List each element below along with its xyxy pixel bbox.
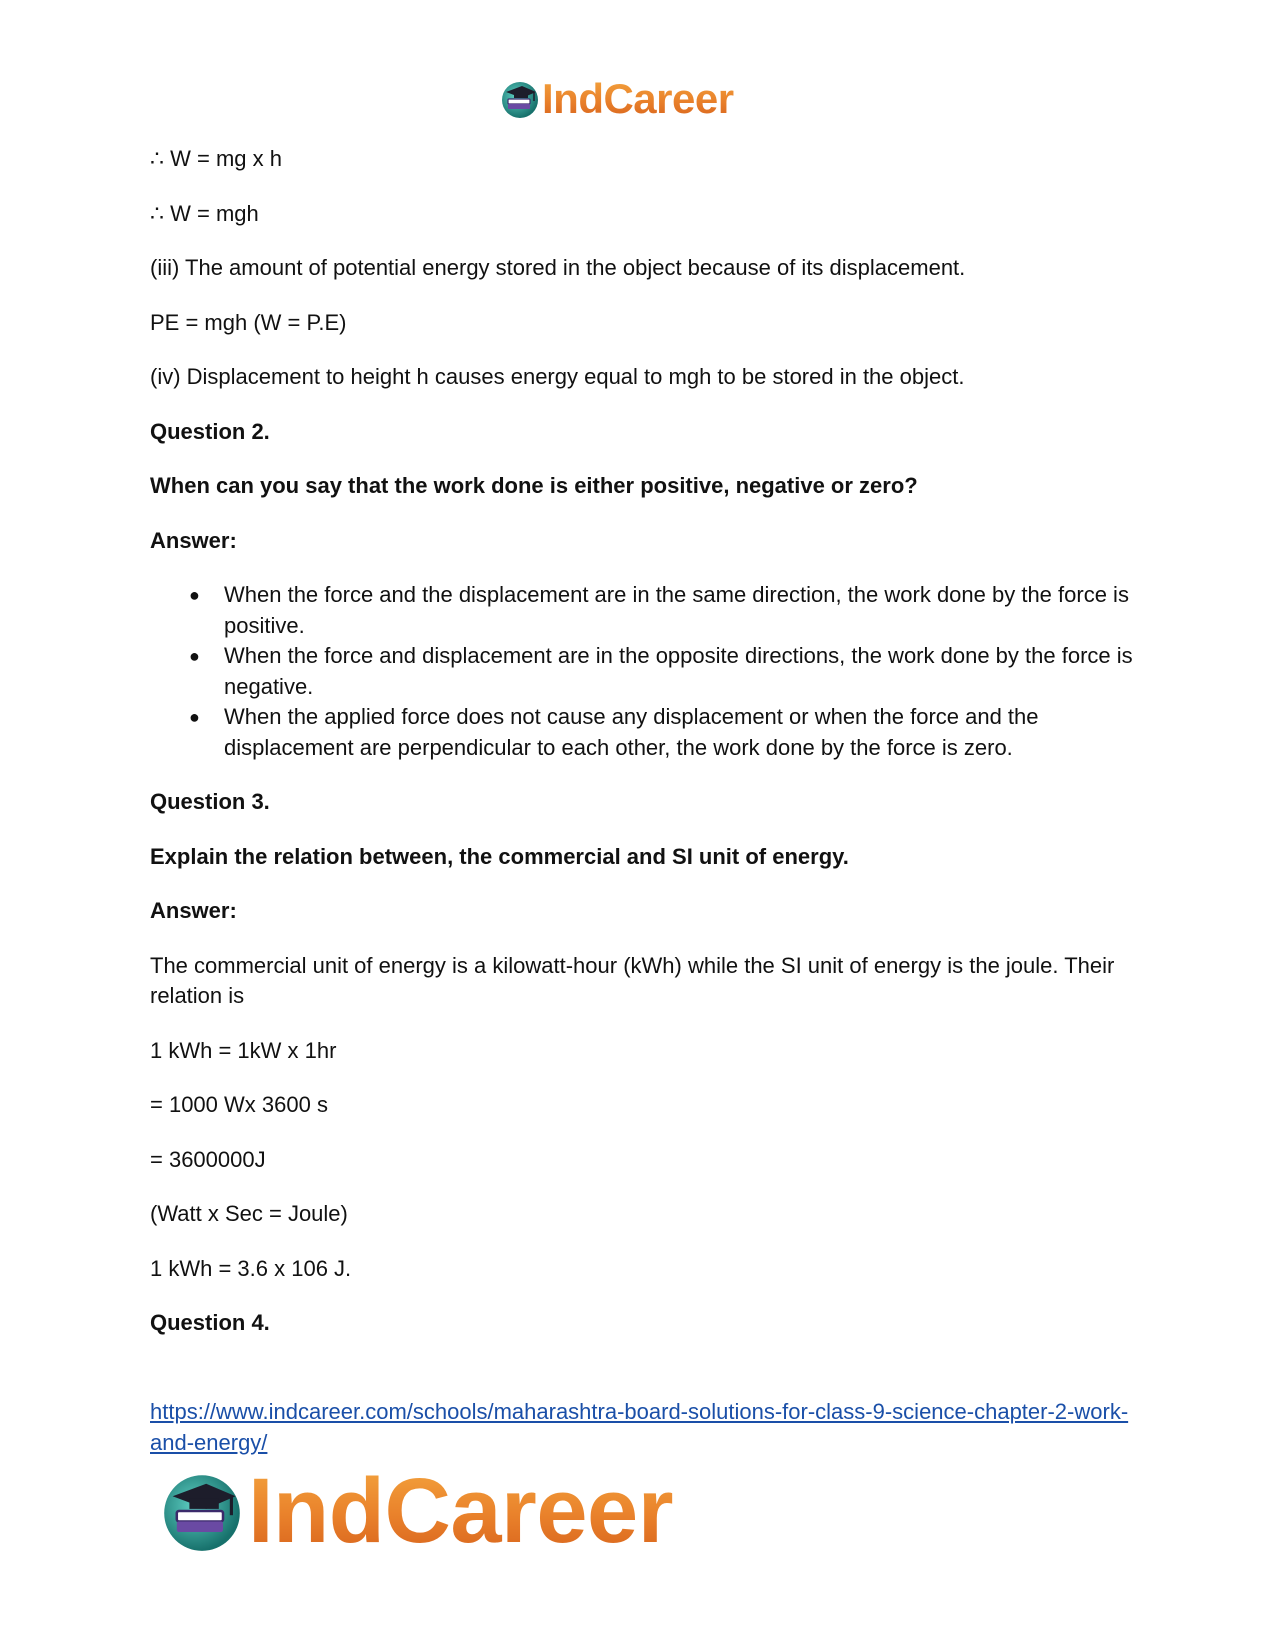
answer-bullet-list: [150, 580, 1140, 763]
question-text: When can you say that the work done is either positive, negative or zero?: [150, 473, 918, 498]
paragraph: The commercial unit of energy is a kilowatt-hour (kWh) while the SI unit of energy is the joule. Their relation is: [150, 952, 1115, 1008]
logo-wordmark: IndCareer: [248, 1460, 673, 1562]
list-item: [150, 702, 1140, 763]
answer-label: Answer:: [150, 527, 237, 553]
equation-line: = 1000 Wx 3600 s: [150, 1092, 328, 1117]
question-text: Explain the relation between, the commercial and SI unit of energy.: [150, 843, 849, 869]
answer-label: Answer:: [150, 898, 237, 923]
question-label: Question 3.: [150, 789, 270, 814]
list-item-text: When the applied force does not cause any displacement or when the force and the displacement are perpendicular to each other, the work done by the force is zero.: [224, 704, 1039, 760]
list-item-text: When the force and the displacement are in the same direction, the work done by the force is positive.: [224, 582, 1129, 638]
document-body: [150, 144, 1140, 1363]
graduation-cap-book-globe-icon: [500, 79, 540, 119]
equation-line: 1 kWh = 3.6 x 106 J.: [150, 1255, 352, 1281]
bullet-icon: ●: [189, 707, 200, 727]
paragraph: (iv) Displacement to height h causes energy equal to mgh to be stored in the object.: [150, 364, 965, 389]
question-label: Question 4.: [150, 1310, 270, 1335]
list-item-text: When the force and displacement are in the opposite directions, the work done by the force is negative.: [224, 643, 1133, 699]
bullet-icon: ●: [189, 585, 200, 605]
list-item: [150, 641, 1140, 702]
list-item: [150, 580, 1140, 641]
equation-line: 1 kWh = 1kW x 1hr: [150, 1037, 337, 1063]
graduation-cap-book-globe-icon: [160, 1469, 244, 1553]
footer-logo: [160, 1460, 673, 1562]
equation-line: = 3600000J: [150, 1146, 266, 1172]
paragraph: (iii) The amount of potential energy stored in the object because of its displacement.: [150, 255, 966, 280]
bullet-icon: ●: [189, 646, 200, 666]
equation-line: (Watt x Sec = Joule): [150, 1201, 348, 1226]
logo-wordmark: IndCareer: [542, 75, 734, 122]
equation-line: PE = mgh (W = P.E): [150, 309, 347, 335]
equation-line: ∴ W = mg x h: [150, 146, 282, 171]
source-link[interactable]: https://www.indcareer.com/schools/maharashtra-board-solutions-for-class-9-science-chapter-2-work-and-energy/: [150, 1399, 1129, 1455]
equation-line: ∴ W = mgh: [150, 200, 259, 226]
header-logo: [500, 75, 734, 122]
question-label: Question 2.: [150, 418, 270, 444]
